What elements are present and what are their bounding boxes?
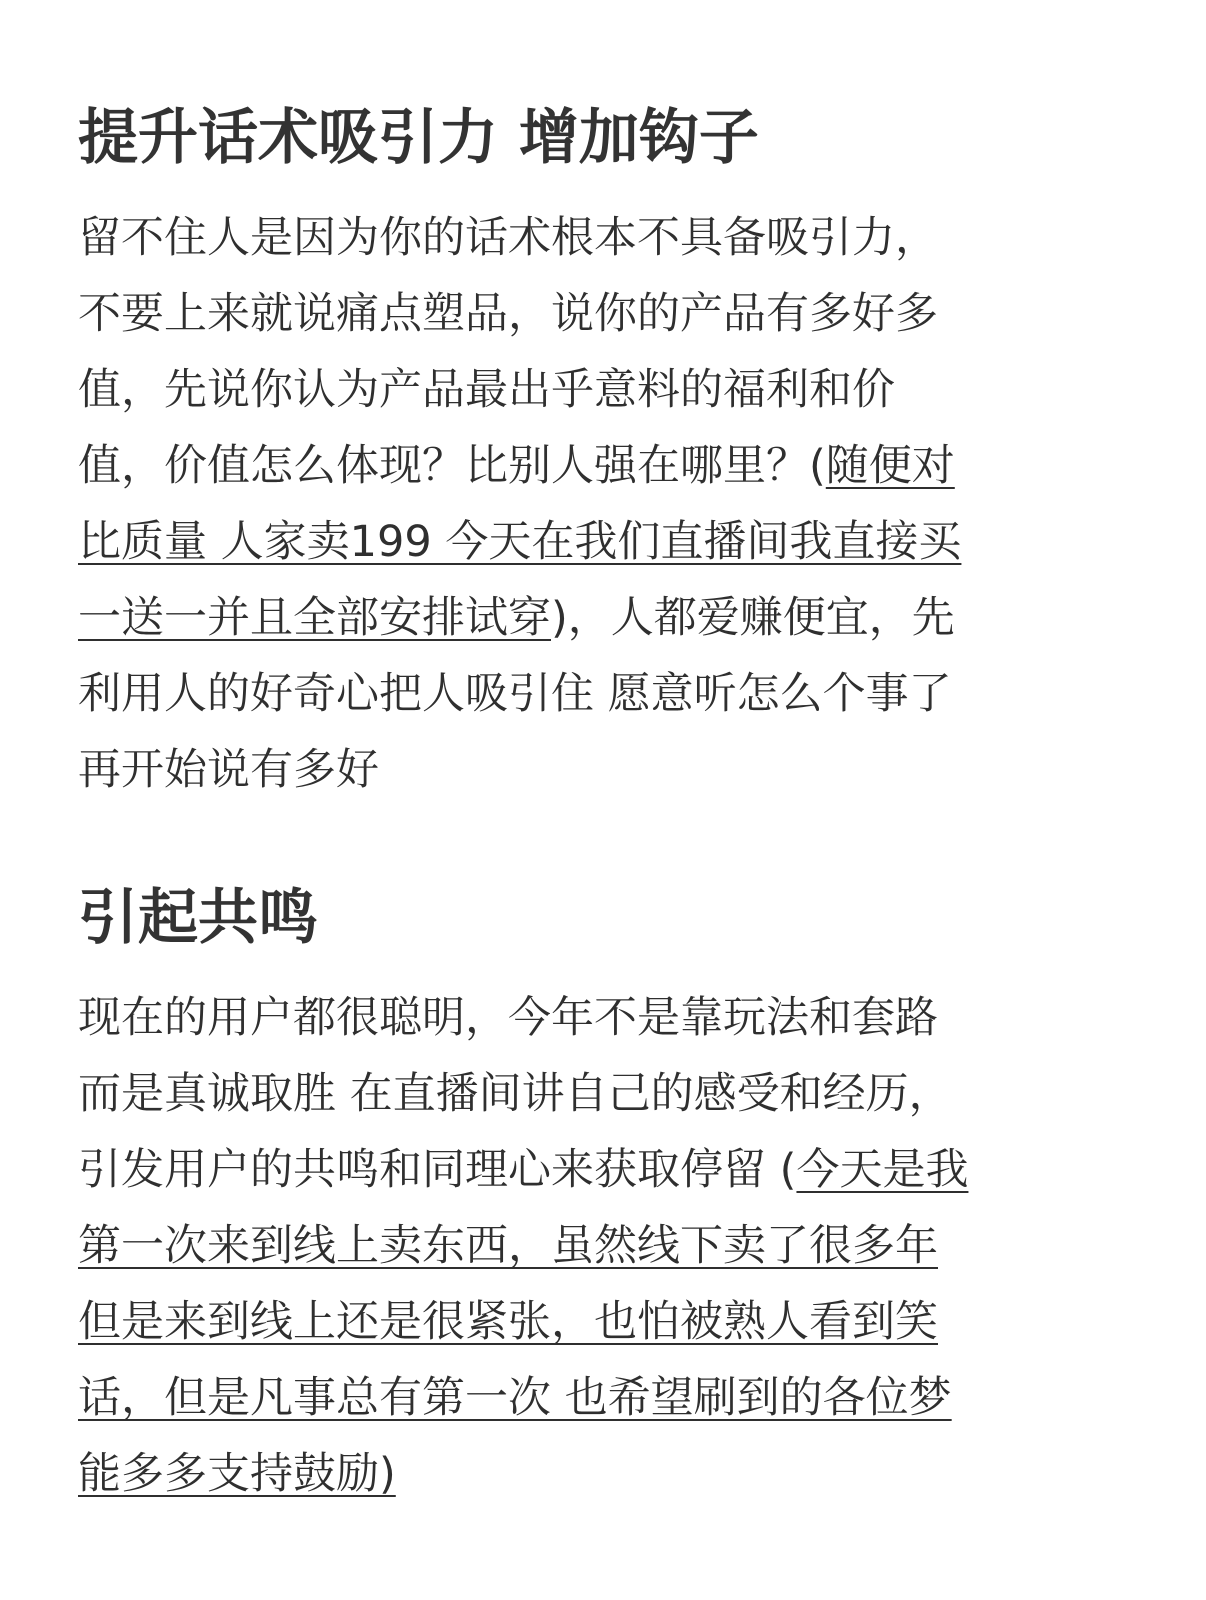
section-body-resonance: [78, 980, 1138, 1512]
body-line: [78, 656, 1138, 732]
body-line: [78, 352, 1138, 428]
body-text: 留不住人是因为你的话术根本不具备吸引力，: [78, 213, 938, 263]
underlined-example-text: 今天是我: [796, 1145, 969, 1195]
body-line: [78, 980, 1138, 1056]
body-text: 再开始说有多好: [78, 745, 379, 795]
body-text: 引发用户的共鸣和同理心来获取停留 (: [78, 1145, 797, 1195]
body-line: [78, 276, 1138, 352]
body-line: [78, 580, 1138, 656]
body-line: [78, 1360, 1138, 1436]
body-text: 值，价值怎么体现？比别人强在哪里？(: [78, 441, 826, 491]
body-line: [78, 1284, 1138, 1360]
underlined-example-text: 但是来到线上还是很紧张，也怕被熟人看到笑: [78, 1297, 938, 1347]
underlined-example-text: 第一次来到线上卖东西，虽然线下卖了很多年: [78, 1221, 938, 1271]
body-line: [78, 1208, 1138, 1284]
body-line: [78, 732, 1138, 808]
body-text: 不要上来就说痛点塑品，说你的产品有多好多: [78, 289, 938, 339]
body-text: 现在的用户都很聪明，今年不是靠玩法和套路: [78, 993, 938, 1043]
body-line: [78, 428, 1138, 504]
underlined-example-text: 随便对: [825, 441, 955, 491]
body-text: 利用人的好奇心把人吸引住 愿意听怎么个事了: [78, 669, 952, 719]
underlined-example-text: 话，但是凡事总有第一次 也希望刷到的各位梦: [78, 1373, 952, 1423]
underlined-example-text: 一送一并且全部安排试穿: [78, 593, 551, 643]
section-heading-hook: 提升话术吸引力 增加钩子: [78, 103, 759, 173]
body-line: [78, 504, 1138, 580]
body-text: 而是真诚取胜 在直播间讲自己的感受和经历，: [78, 1069, 952, 1119]
section-body-hook: [78, 200, 1138, 808]
body-line: [78, 1436, 1138, 1512]
body-line: [78, 1132, 1138, 1208]
underlined-example-text: 能多多支持鼓励): [78, 1449, 396, 1499]
underlined-example-text: 比质量 人家卖199 今天在我们直播间我直接买: [78, 517, 962, 567]
body-line: [78, 200, 1138, 276]
body-line: [78, 1056, 1138, 1132]
section-heading-resonance: 引起共鸣: [78, 883, 318, 953]
body-text: 值，先说你认为产品最出乎意料的福利和价: [78, 365, 895, 415]
body-text: )，人都爱赚便宜，先: [551, 593, 955, 643]
